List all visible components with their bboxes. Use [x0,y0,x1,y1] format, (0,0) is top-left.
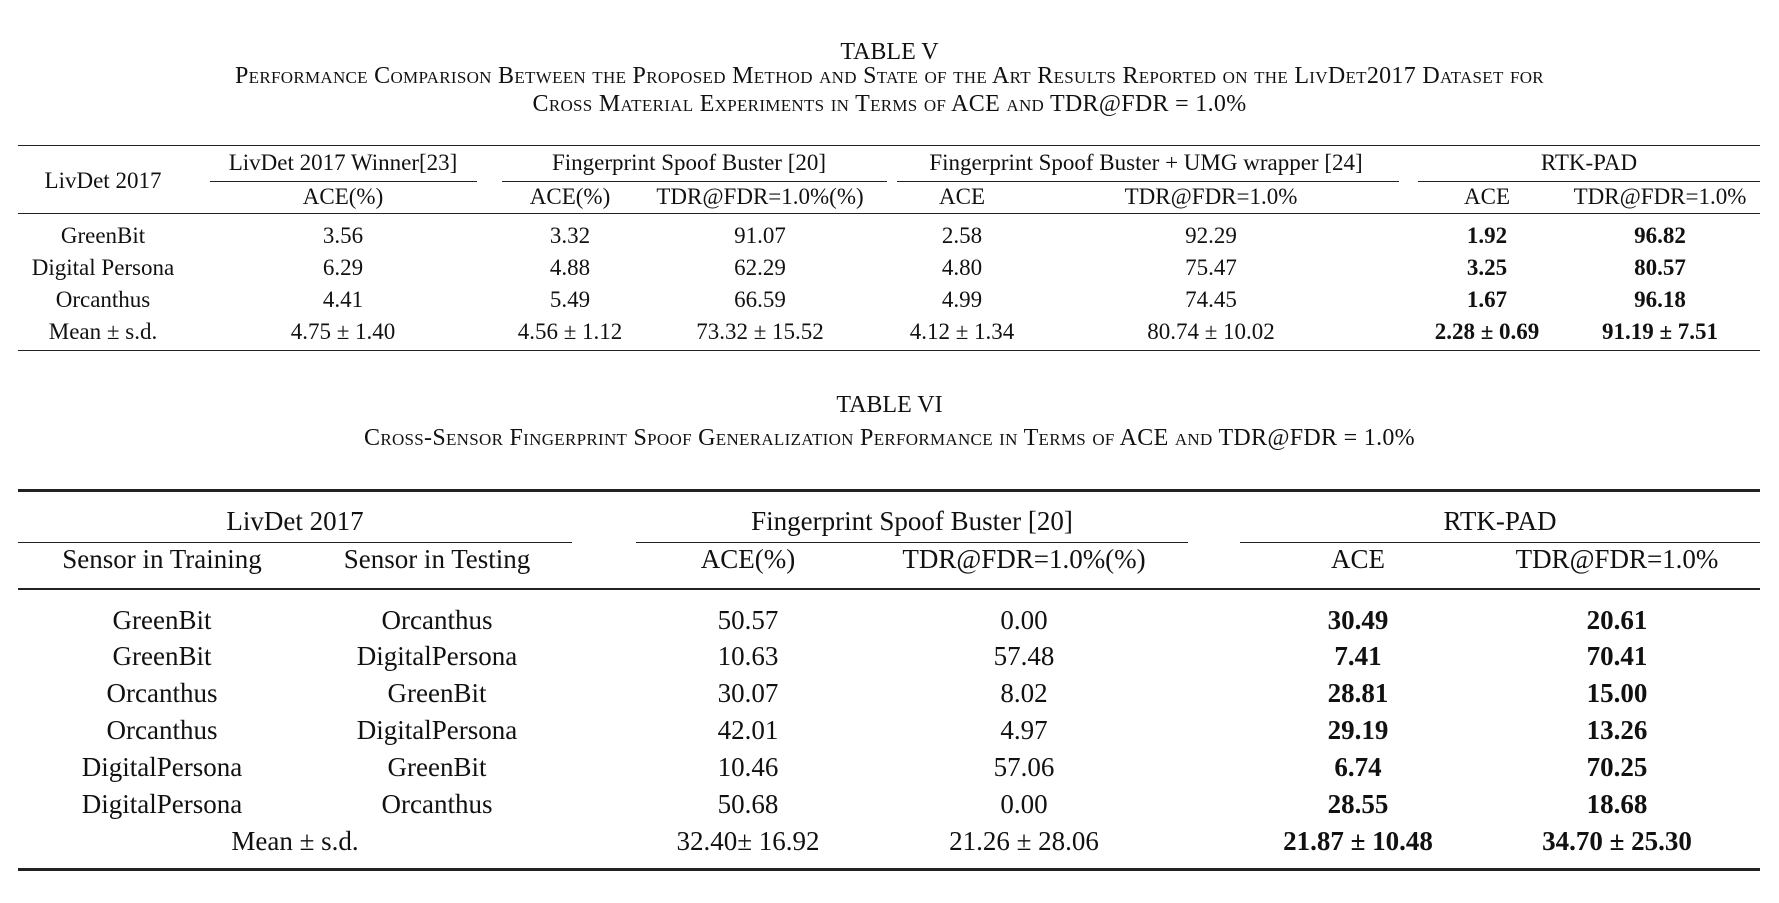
table5-cell: 3.32 [549,223,591,248]
table5-subheader: TDR@FDR=1.0%(%) [656,184,864,209]
table6-row-label: Orcanthus [106,678,218,708]
table6-cell: 28.81 [1327,678,1389,708]
table6-mean-cell: 32.40± 16.92 [676,826,820,856]
table5-cell: 4.41 [322,287,364,312]
table5-cell: 1.92 [1466,223,1508,248]
table6-cell: 6.74 [1334,752,1382,782]
table6-cell: 4.97 [1000,715,1048,745]
table6-mean-cell: 21.26 ± 28.06 [949,826,1099,856]
table5-subheader: TDR@FDR=1.0% [1573,184,1747,209]
table5-cell: 4.12 ± 1.34 [909,319,1015,344]
table6-cell: 8.02 [1000,678,1048,708]
table5-cell: 2.58 [941,223,983,248]
table5-cell: 4.99 [941,287,983,312]
table5-subheader: ACE(%) [302,184,384,209]
table5-title-line2: Cross Material Experiments in Terms of ACE and TDR@FDR = 1.0% [532,91,1247,117]
table6-cell: 0.00 [1000,789,1048,819]
table6-row-label: GreenBit [387,678,487,708]
table6-cell: 57.06 [993,752,1055,782]
table6-row-label: GreenBit [112,605,212,635]
table5-group-rule [502,181,887,182]
table5-subheader: ACE(%) [529,184,611,209]
table6-subheader: Sensor in Testing [343,544,531,574]
table5-cell: 4.75 ± 1.40 [290,319,396,344]
table5-subheader: ACE [939,184,985,209]
table6-group-rule [18,542,572,543]
table6-mean-label: Mean ± s.d. [231,826,359,856]
table6-group-header: RTK-PAD [1443,506,1557,536]
table5-group-header: Fingerprint Spoof Buster + UMG wrapper [24] [929,150,1363,175]
table6-row-label: Orcanthus [381,789,493,819]
table6-group-rule [636,542,1188,543]
table6-cell: 50.68 [717,789,779,819]
table5-cell: 4.56 ± 1.12 [517,319,623,344]
table6-cell: 20.61 [1586,605,1648,635]
table6-row-label: DigitalPersona [356,641,518,671]
table6-row-label: GreenBit [112,641,212,671]
table5-cell: 91.19 ± 7.51 [1601,319,1719,344]
table5-cell: 74.45 [1185,287,1237,312]
table5-group-header: RTK-PAD [1540,150,1638,175]
table5-mid-rule [18,213,1760,214]
table5-cell: 1.67 [1466,287,1508,312]
table6-mid-rule [18,588,1760,590]
table6-bottom-rule [18,868,1760,871]
table5-title-line1: Performance Comparison Between the Proposed Method and State of the Art Results Reported on the LivDet2017 Dataset for [235,63,1544,89]
table5-subheader: TDR@FDR=1.0% [1124,184,1298,209]
table6-cell: 57.48 [993,641,1055,671]
table5-cell: 3.56 [322,223,364,248]
table6-row-label: GreenBit [387,752,487,782]
table6-cell: 10.63 [717,641,779,671]
table5-cell: 80.57 [1634,255,1686,280]
table6-group-rule [1240,542,1760,543]
table6-cell: 29.19 [1327,715,1389,745]
table6-cell: 50.57 [717,605,779,635]
table5-group-rule [1418,181,1760,182]
table6-row-label: Orcanthus [381,605,493,635]
table6-group-header: LivDet 2017 [226,506,364,536]
table6-cell: 18.68 [1586,789,1648,819]
table5-group-rule [897,181,1399,182]
table6-top-rule [18,489,1760,492]
table6-mean-cell: 21.87 ± 10.48 [1283,826,1433,856]
table5-cell: 66.59 [734,287,786,312]
table6-cell: 0.00 [1000,605,1048,635]
table5-cell: 91.07 [734,223,786,248]
table5-cell: 75.47 [1185,255,1237,280]
table5-cell: 73.32 ± 15.52 [696,319,824,344]
table5-row-label: Digital Persona [31,255,175,280]
table6-cell: 30.07 [717,678,779,708]
table5-top-rule [18,145,1760,146]
table6-row-label: DigitalPersona [81,789,243,819]
table5-group-header: LivDet 2017 Winner[23] [228,150,458,175]
table5-cell: 96.82 [1634,223,1686,248]
table6-subheader: ACE [1331,544,1385,574]
table6-cell: 7.41 [1334,641,1382,671]
table6-subheader: Sensor in Training [62,544,262,574]
table6-row-label: Orcanthus [106,715,218,745]
table5-cell: 3.25 [1466,255,1508,280]
table5-bottom-rule [18,350,1760,351]
table6-subheader: TDR@FDR=1.0%(%) [902,544,1146,574]
table5-cell: 4.80 [941,255,983,280]
table5-cell: 6.29 [322,255,364,280]
table6-label: TABLE VI [836,392,943,418]
table5-cell: 92.29 [1185,223,1237,248]
table6-cell: 28.55 [1327,789,1389,819]
table6-subheader: ACE(%) [700,544,796,574]
table5-cell: 4.88 [549,255,591,280]
table5-cell: 62.29 [734,255,786,280]
table6-cell: 15.00 [1586,678,1648,708]
table6-mean-cell: 34.70 ± 25.30 [1542,826,1692,856]
table5-row-label: GreenBit [60,223,146,248]
table5-group-header: Fingerprint Spoof Buster [20] [551,150,827,175]
table6-group-header: Fingerprint Spoof Buster [20] [751,506,1073,536]
table5-row-label: Mean ± s.d. [48,319,158,344]
table6-cell: 42.01 [717,715,779,745]
table5-row-label: Orcanthus [55,287,151,312]
table5-group-rule [210,181,477,182]
table6-subheader: TDR@FDR=1.0% [1515,544,1719,574]
table5-subheader: ACE [1464,184,1510,209]
table6-cell: 70.41 [1586,641,1648,671]
table6-cell: 30.49 [1327,605,1389,635]
table6-cell: 70.25 [1586,752,1648,782]
table6-row-label: DigitalPersona [81,752,243,782]
table5-label: TABLE V [840,39,939,65]
table6-row-label: DigitalPersona [356,715,518,745]
table6-title: Cross-Sensor Fingerprint Spoof Generalization Performance in Terms of ACE and TDR@FDR = 1.0% [364,425,1415,451]
table5-cell: 80.74 ± 10.02 [1147,319,1275,344]
table5-cell: 96.18 [1634,287,1686,312]
table5-row-header: LivDet 2017 [44,168,162,193]
table5-cell: 2.28 ± 0.69 [1434,319,1540,344]
table6-cell: 10.46 [717,752,779,782]
table5-cell: 5.49 [549,287,591,312]
table6-cell: 13.26 [1586,715,1648,745]
